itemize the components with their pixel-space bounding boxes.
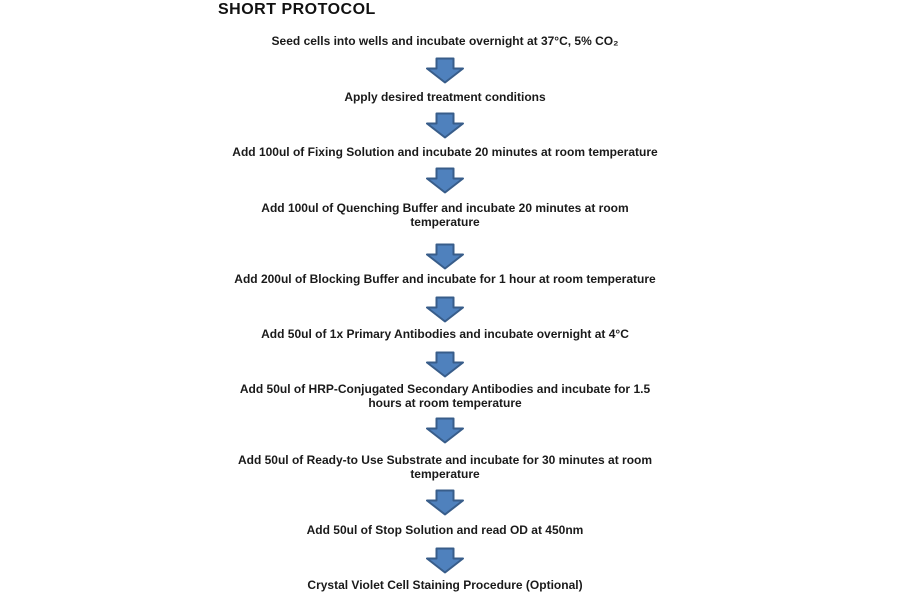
page-title: SHORT PROTOCOL [218,1,376,18]
step-apply-treatment: Apply desired treatment conditions [344,90,546,104]
down-arrow-icon [426,167,464,194]
down-arrow-icon [426,296,464,323]
step-blocking-buffer: Add 200ul of Blocking Buffer and incubate for 1 hour at room temperature [234,272,656,286]
step-stop-solution: Add 50ul of Stop Solution and read OD at 450nm [306,523,584,537]
step-substrate: Add 50ul of Ready-to Use Substrate and incubate for 30 minutes at room temperature [237,453,653,481]
step-crystal-violet: Crystal Violet Cell Staining Procedure (Optional) [307,578,583,592]
down-arrow-icon [426,489,464,516]
down-arrow-icon [426,57,464,84]
down-arrow-icon [426,243,464,270]
down-arrow-icon [426,351,464,378]
step-primary-antibodies: Add 50ul of 1x Primary Antibodies and incubate overnight at 4°C [261,327,629,341]
step-quenching-buffer: Add 100ul of Quenching Buffer and incubate 20 minutes at room temperature [261,201,629,229]
step-seed-cells: Seed cells into wells and incubate overnight at 37°C, 5% CO₂ [271,34,619,48]
step-secondary-antibodies: Add 50ul of HRP-Conjugated Secondary Antibodies and incubate for 1.5 hours at room temperature [239,382,651,410]
down-arrow-icon [426,417,464,444]
down-arrow-icon [426,547,464,574]
down-arrow-icon [426,112,464,139]
step-fixing-solution: Add 100ul of Fixing Solution and incubate 20 minutes at room temperature [232,145,658,159]
